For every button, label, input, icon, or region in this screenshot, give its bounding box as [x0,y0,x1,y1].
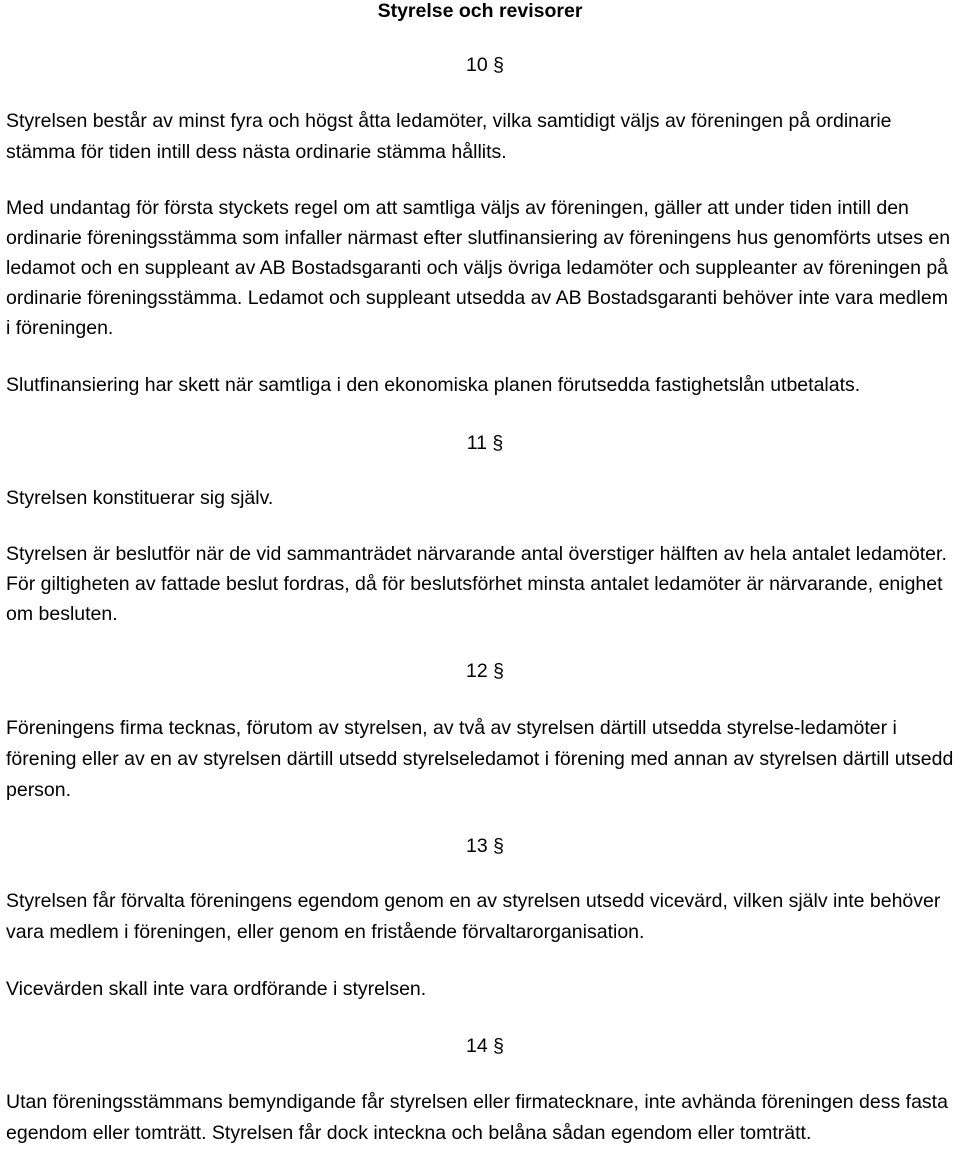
paragraph-number-10: 10 § [466,54,504,76]
paragraph-number-14: 14 § [466,1035,504,1057]
paragraph-13-text-2: Vicevärden skall inte vara ordförande i styrelsen. [6,978,427,1000]
paragraph-10-text-3: Slutfinansiering har skett när samtliga i den ekonomiska planen förutsedda fastighetslån utbetalats. [6,374,861,396]
paragraph-number-12: 12 § [466,660,504,682]
paragraph-number-11: 11 § [466,432,504,454]
paragraph-11-text-1: Styrelsen konstituerar sig själv. [6,487,274,509]
paragraph-14-text-1: Utan föreningsstämmans bemyndigande får styrelsen eller firmatecknare, inte avhända föreningen dess fasta egendom eller tomträtt. Styrelsen får dock inteckna och belåna sådan egendom eller tomträtt. [6,1091,948,1144]
section-heading: Styrelse och revisorer [377,0,583,22]
paragraph-number-13: 13 § [466,835,504,857]
paragraph-13-text-1: Styrelsen får förvalta föreningens egendom genom en av styrelsen utsedd vicevärd, vilken själv inte behöver vara medlem i föreningen, eller genom en fristående förvaltarorganisation. [6,890,941,943]
paragraph-12-text-1: Föreningens firma tecknas, förutom av styrelsen, av två av styrelsen därtill utsedda styrelse-ledamöter i förening eller av en av styrelsen därtill utsedd styrelseledamot i förening med annan av styrelsen därtill utsedd person. [6,717,954,801]
paragraph-10-text-2: Med undantag för första styckets regel om att samtliga väljs av föreningen, gäller att under tiden intill den ordinarie föreningsstämma som infaller närmast efter slutfinansiering av föreningens hus genomförts utses en ledamot och en suppleant av AB Bostadsgaranti och väljs övriga ledamöter och suppleanter av föreningen på ordinarie föreningsstämma. Ledamot och suppleant utsedda av AB Bostadsgaranti behöver inte vara medlem i föreningen. [6,197,951,339]
paragraph-11-text-2: Styrelsen är beslutför när de vid sammanträdet närvarande antal överstiger hälften av hela antalet ledamöter. För giltigheten av fattade beslut fordras, då för beslutsförhet minsta antalet ledamöter är närvarande, enighet om besluten. [6,543,947,625]
paragraph-10-text-1: Styrelsen består av minst fyra och högst åtta ledamöter, vilka samtidigt väljs av föreningen på ordinarie stämma för tiden intill dess nästa ordinarie stämma hållits. [6,110,892,163]
